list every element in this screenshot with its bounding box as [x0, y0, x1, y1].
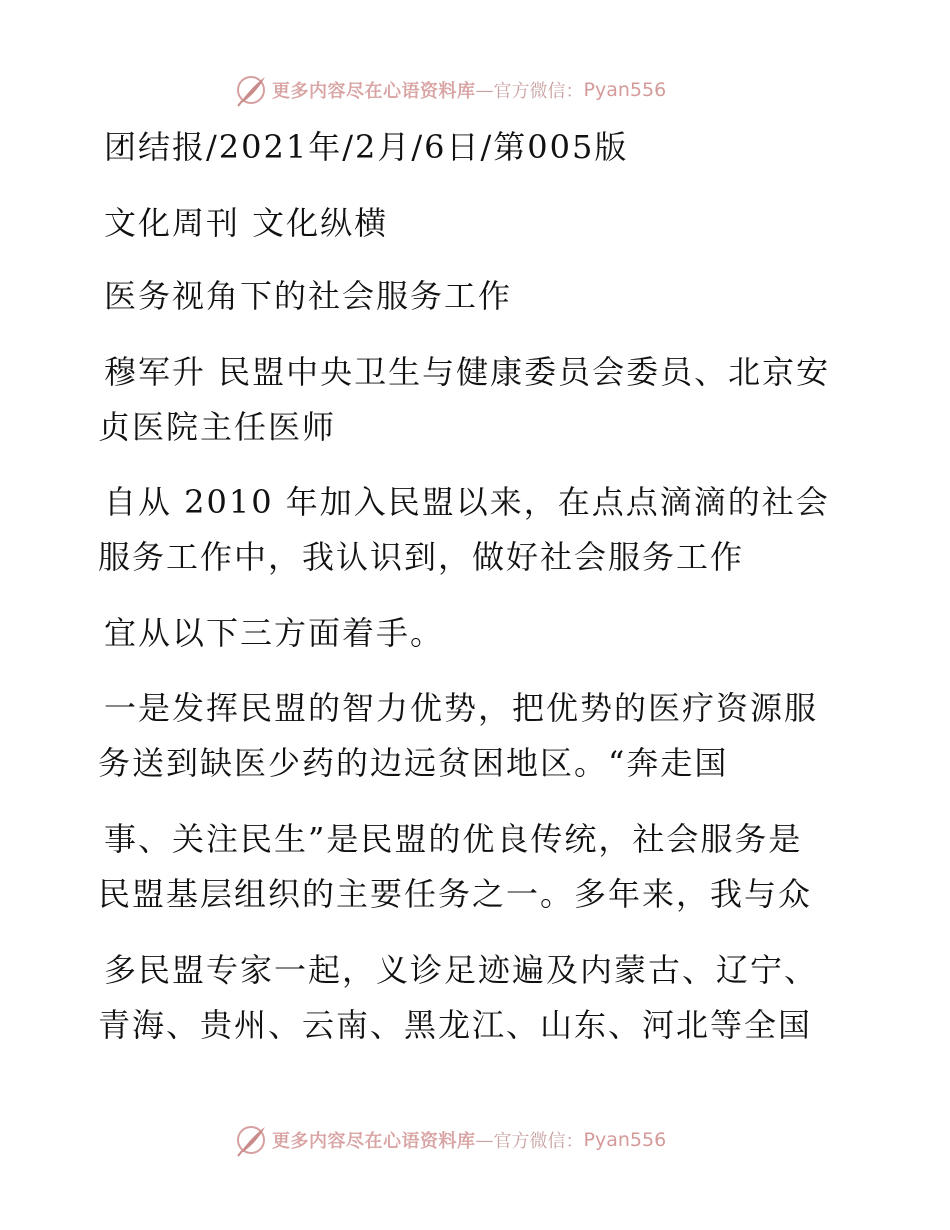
article-title: 医务视角下的社会服务工作	[104, 277, 513, 315]
watermark-text: 更多内容尽在心语资料库	[272, 81, 476, 102]
watermark-id: Pyan556	[583, 79, 667, 101]
watermark-footer	[234, 1122, 666, 1158]
watermark-header	[234, 72, 666, 108]
watermark-dash: —	[475, 1129, 494, 1151]
paragraph-line: 务送到缺医少药的边远贫困地区。“奔走国	[98, 744, 729, 782]
quill-logo-icon	[234, 1123, 268, 1157]
paragraph-line: 民盟基层组织的主要任务之一。多年来，我与众	[98, 875, 813, 913]
paragraph-line: 服务工作中，我认识到，做好社会服务工作	[98, 538, 745, 576]
paragraph-line: 多民盟专家一起，义诊足迹遍及内蒙古、辽宁、	[104, 951, 819, 989]
paragraph-line: 一是发挥民盟的智力优势，把优势的医疗资源服	[104, 689, 819, 727]
paragraph-line: 宜从以下三方面着手。	[104, 614, 445, 652]
watermark-dash: —	[475, 79, 494, 101]
author-line: 穆军升 民盟中央卫生与健康委员会委员、北京安	[104, 353, 831, 391]
paragraph-line: 事、关注民生”是民盟的优良传统，社会服务是	[104, 820, 803, 858]
watermark-label: 官方微信：	[493, 81, 584, 102]
paragraph-line: 自从 2010 年加入民盟以来，在点点滴滴的社会	[104, 483, 830, 521]
quill-logo-icon	[234, 73, 268, 107]
paragraph-line: 青海、贵州、云南、黑龙江、山东、河北等全国	[98, 1006, 813, 1044]
watermark-label: 官方微信：	[493, 1131, 584, 1152]
watermark-text: 更多内容尽在心语资料库	[272, 1131, 476, 1152]
author-line-cont: 贞医院主任医师	[98, 408, 337, 446]
section-line: 文化周刊 文化纵横	[104, 204, 389, 242]
watermark-id: Pyan556	[583, 1129, 667, 1151]
source-line: 团结报/2021年/2月/6日/第005版	[104, 128, 629, 166]
